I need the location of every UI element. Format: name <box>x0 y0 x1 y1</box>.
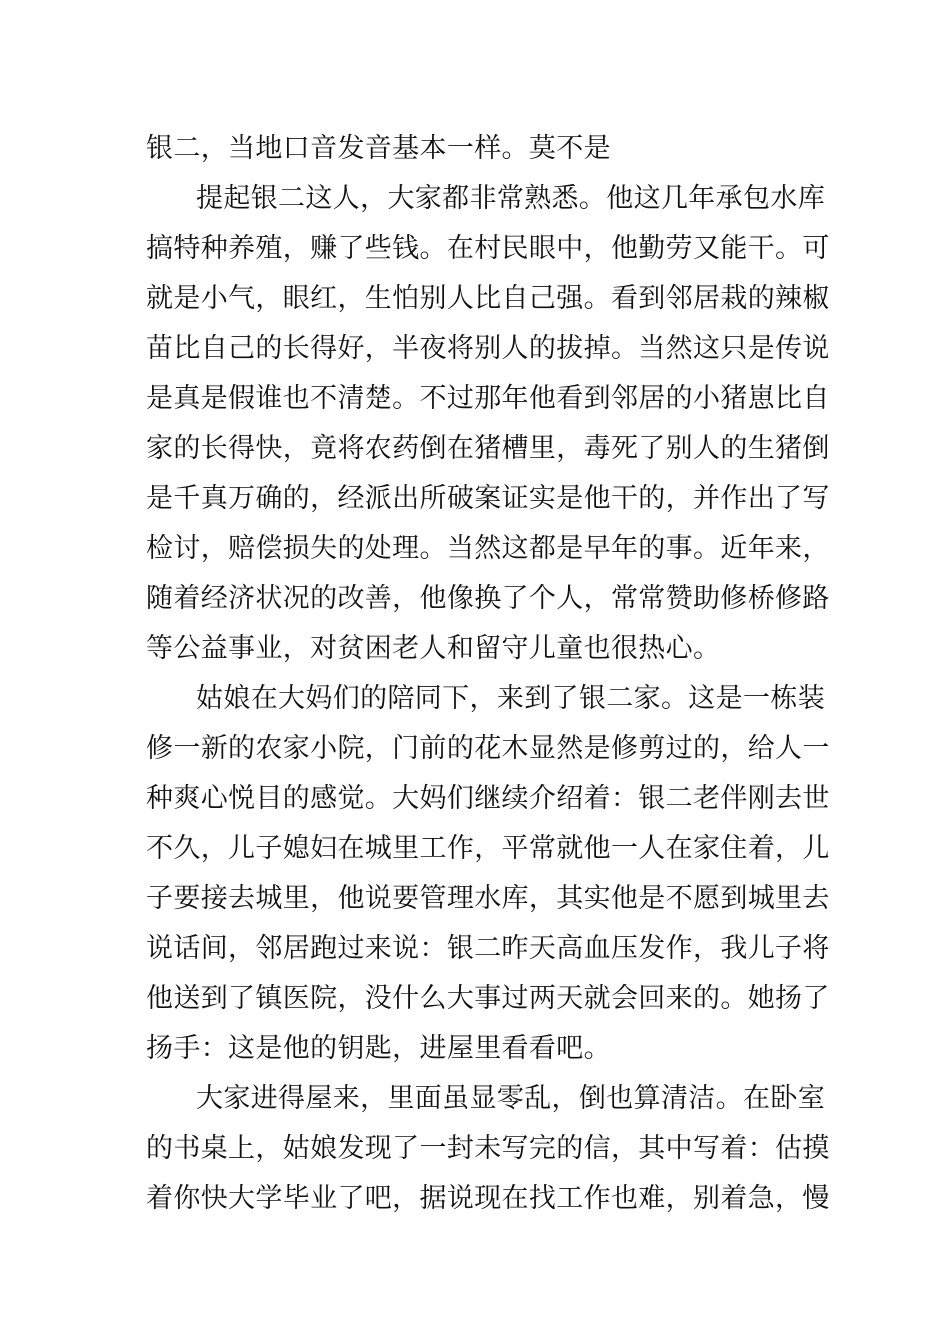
text-line: 修一新的农家小院，门前的花木显然是修剪过的，给人一 <box>146 733 830 764</box>
text-line: 不久，儿子媳妇在城里工作，平常就他一人在家住着，儿 <box>146 833 830 864</box>
text-line: 搞特种养殖，赚了些钱。在村民眼中，他勤劳又能干。可 <box>146 233 830 264</box>
text-line: 检讨，赔偿损失的处理。当然这都是早年的事。近年来， <box>146 533 830 564</box>
text-line: 银二，当地口音发音基本一样。莫不是 <box>146 133 611 164</box>
text-line: 他送到了镇医院，没什么大事过两天就会回来的。她扬了 <box>146 983 830 1014</box>
text-line: 等公益事业，对贫困老人和留守儿童也很热心。 <box>146 633 721 664</box>
paragraph-first-line: 姑娘在大妈们的陪同下，来到了银二家。这是一栋装 <box>196 683 826 714</box>
text-line: 说话间，邻居跑过来说：银二昨天高血压发作，我儿子将 <box>146 933 830 964</box>
paragraph-first-line: 提起银二这人，大家都非常熟悉。他这几年承包水库 <box>196 183 826 214</box>
text-line: 苗比自己的长得好，半夜将别人的拔掉。当然这只是传说 <box>146 333 830 364</box>
text-line: 子要接去城里，他说要管理水库，其实他是不愿到城里去 <box>146 883 830 914</box>
text-line: 随着经济状况的改善，他像换了个人，常常赞助修桥修路 <box>146 583 830 614</box>
text-line: 着你快大学毕业了吧，据说现在找工作也难，别着急，慢 <box>146 1183 830 1214</box>
paragraph-first-line: 大家进得屋来，里面虽显零乱，倒也算清洁。在卧室 <box>196 1083 826 1114</box>
text-line: 种爽心悦目的感觉。大妈们继续介绍着：银二老伴刚去世 <box>146 783 830 814</box>
text-line: 的书桌上，姑娘发现了一封未写完的信，其中写着：估摸 <box>146 1133 830 1164</box>
text-line: 就是小气，眼红，生怕别人比自己强。看到邻居栽的辣椒 <box>146 283 830 314</box>
text-line: 扬手：这是他的钥匙，进屋里看看吧。 <box>146 1033 611 1064</box>
text-line: 家的长得快，竟将农药倒在猪槽里，毒死了别人的生猪倒 <box>146 433 830 464</box>
text-line: 是真是假谁也不清楚。不过那年他看到邻居的小猪崽比自 <box>146 383 830 414</box>
text-line: 是千真万确的，经派出所破案证实是他干的，并作出了写 <box>146 483 830 514</box>
